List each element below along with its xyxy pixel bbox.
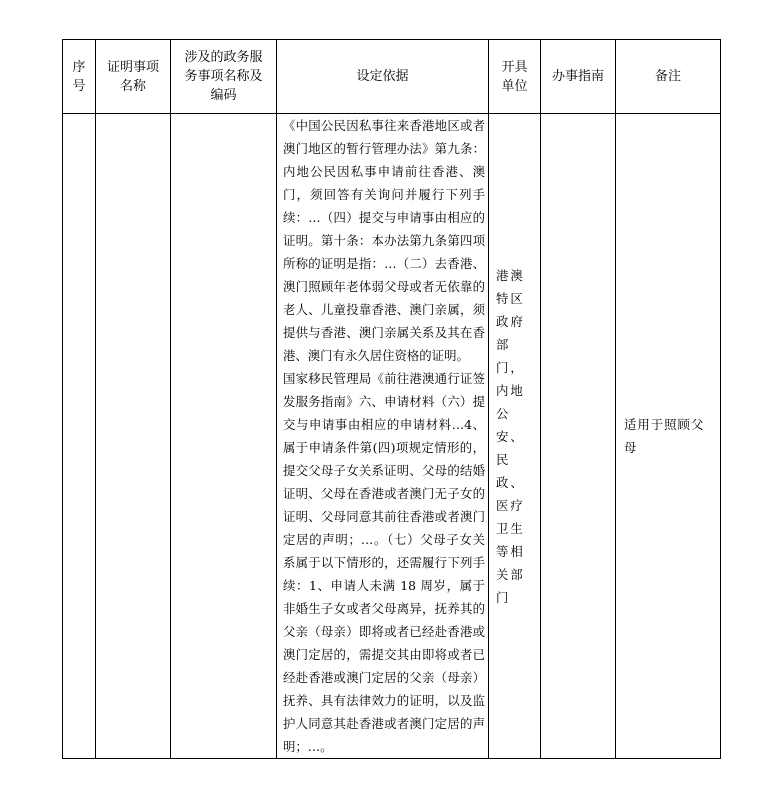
basis-paragraph-2: 国家移民管理局《前往港澳通行证签发服务指南》六、申请材料（六）提交与申请事由相应的申请材料…4、属于申请条件第(四)项规定情形的，提交父母子女关系证明、父母的结婚证明、父母在香港或者澳门无子女的证明、父母同意其前往香港或者澳门定居的声明；…。（七）父母子女关系属于以下情形的，还需履行下列手续：1、申请人未满 18 周岁，属于非婚生子女或者父母离异，抚养其的父亲（母亲）即将或者已经赴香港或澳门定居的，需提交其由即将或者已经赴香港或澳门定居的父亲（母亲）抚养、具有法律效力的证明，以及监护人同意其赴香港或者澳门定居的声明；…。	[283, 371, 485, 754]
certification-table	[62, 39, 721, 759]
table-row	[63, 114, 721, 759]
cell-service-item	[171, 114, 277, 759]
header-seq: 序 号	[63, 40, 96, 114]
header-row	[63, 40, 721, 114]
header-issuer: 开具 单位	[489, 40, 541, 114]
cell-remark: 适用于照顾父母	[616, 114, 721, 759]
cell-basis	[277, 114, 489, 759]
header-basis: 设定依据	[277, 40, 489, 114]
cell-guide	[541, 114, 616, 759]
header-service-item: 涉及的政务服 务事项名称及 编码	[171, 40, 277, 114]
header-remark: 备注	[616, 40, 721, 114]
cell-issuer: 港澳特区政府部门，内地公安、民政、医疗卫生等相关部门	[489, 114, 541, 759]
cell-seq	[63, 114, 96, 759]
header-cert-name: 证明事项 名称	[96, 40, 171, 114]
header-guide: 办事指南	[541, 40, 616, 114]
cell-cert-name	[96, 114, 171, 759]
basis-paragraph-1: 《中国公民因私事往来香港地区或者澳门地区的暂行管理办法》第九条：内地公民因私事申请前往香港、澳门，须回答有关询问并履行下列手续：…（四）提交与申请事由相应的证明。第十条：本办法第九条第四项所称的证明是指：…（二）去香港、澳门照顾年老体弱父母或者无依靠的老人、儿童投靠香港、澳门亲属，须提供与香港、澳门亲属关系及其在香港、澳门有永久居住资格的证明。	[283, 118, 485, 363]
